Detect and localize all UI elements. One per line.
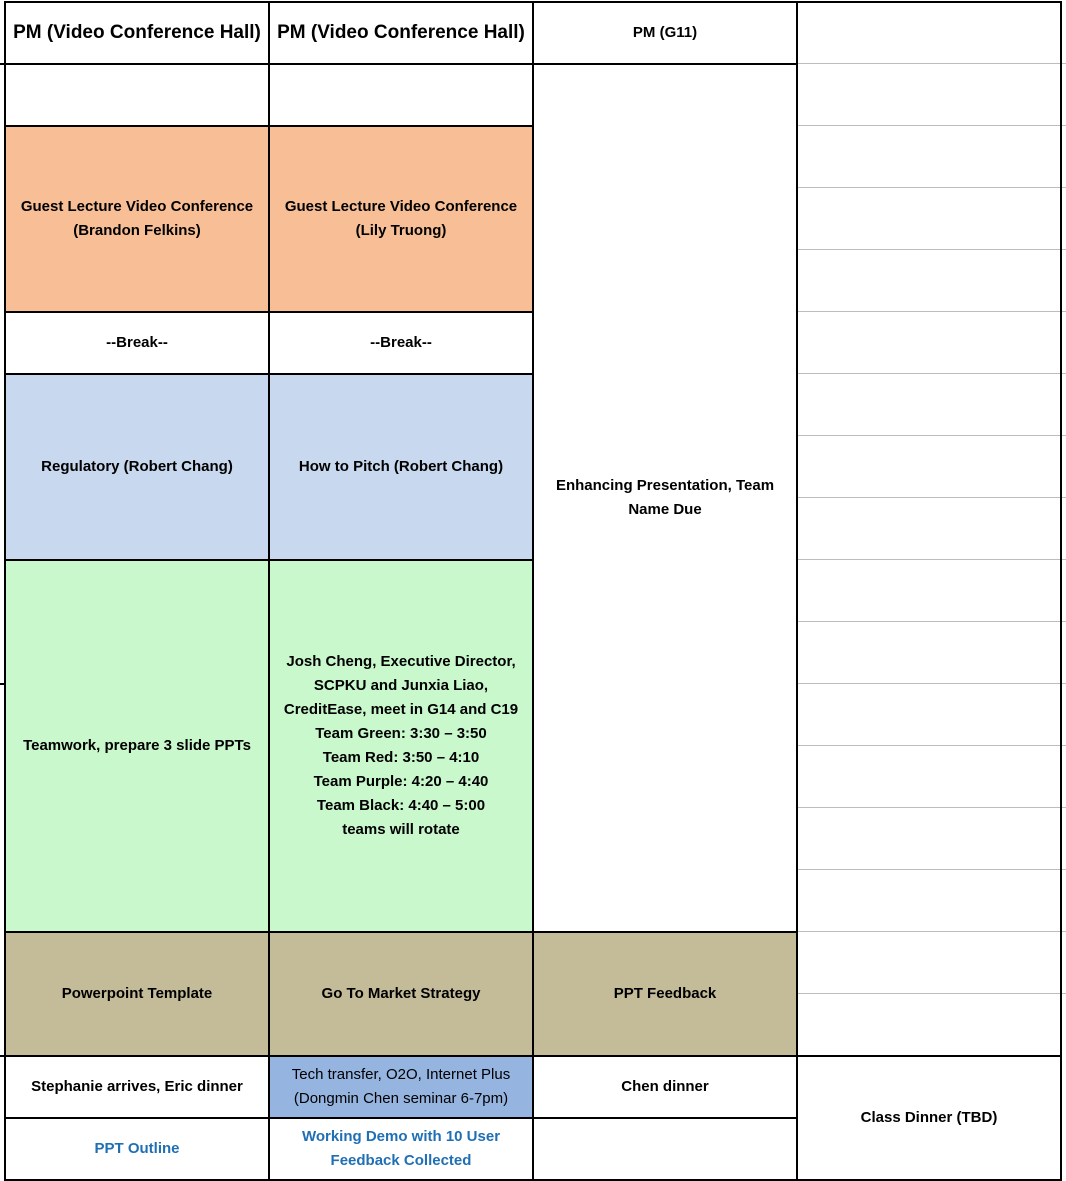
guest-lecture-col2-text: Guest Lecture Video Conference (Lily Truong) [284, 198, 518, 239]
how-to-pitch-cell: How to Pitch (Robert Chang) [269, 374, 533, 560]
teamwork-cell: Teamwork, prepare 3 slide PPTs [5, 560, 269, 932]
go-to-market-cell: Go To Market Strategy [269, 932, 533, 1056]
regulatory-cell: Regulatory (Robert Chang) [5, 374, 269, 560]
guest-lecture-col2 [269, 126, 533, 312]
enhancing-presentation-text: Enhancing Presentation, Team Name Due [555, 477, 775, 518]
josh-cheng-cell [269, 560, 533, 932]
empty-cell-col2 [269, 64, 533, 126]
working-demo-cell [269, 1118, 533, 1180]
break-col1: --Break-- [106, 334, 168, 351]
josh-cheng-line-1: Josh Cheng, Executive Director, [286, 653, 516, 670]
team-green-line: Team Green: 3:30 – 3:50 [315, 725, 487, 742]
team-purple-line: Team Purple: 4:20 – 4:40 [313, 773, 489, 790]
guest-lecture-col1 [5, 126, 269, 312]
powerpoint-template-cell: Powerpoint Template [5, 932, 269, 1056]
ppt-feedback-cell: PPT Feedback [533, 932, 797, 1056]
class-dinner-cell: Class Dinner (TBD) [860, 1109, 998, 1126]
break-col2: --Break-- [370, 334, 432, 351]
teams-rotate-line: teams will rotate [342, 821, 460, 838]
tech-transfer-line-1: Tech transfer, O2O, Internet Plus [291, 1066, 511, 1083]
tech-transfer-line-2: (Dongmin Chen seminar 6-7pm) [293, 1090, 509, 1107]
empty-cell-col1 [5, 64, 269, 126]
team-black-line: Team Black: 4:40 – 5:00 [316, 797, 486, 814]
guest-lecture-col1-text: Guest Lecture Video Conference (Brandon Felkins) [20, 198, 254, 239]
chen-dinner-cell: Chen dinner [621, 1078, 709, 1095]
header-col3: PM (G11) [632, 24, 698, 41]
enhancing-presentation-cell [533, 64, 797, 932]
header-col1: PM (Video Conference Hall) [13, 22, 261, 43]
working-demo-line-2: Feedback Collected [330, 1152, 472, 1169]
tech-transfer-cell [269, 1056, 533, 1118]
josh-cheng-line-3: CreditEase, meet in G14 and C19 [283, 701, 519, 718]
josh-cheng-line-2: SCPKU and Junxia Liao, [313, 677, 489, 694]
stephanie-arrives-cell: Stephanie arrives, Eric dinner [31, 1078, 243, 1095]
header-col2: PM (Video Conference Hall) [277, 22, 525, 43]
team-red-line: Team Red: 3:50 – 4:10 [322, 749, 480, 766]
working-demo-line-1: Working Demo with 10 User [301, 1128, 501, 1145]
ppt-outline-cell: PPT Outline [94, 1140, 180, 1157]
